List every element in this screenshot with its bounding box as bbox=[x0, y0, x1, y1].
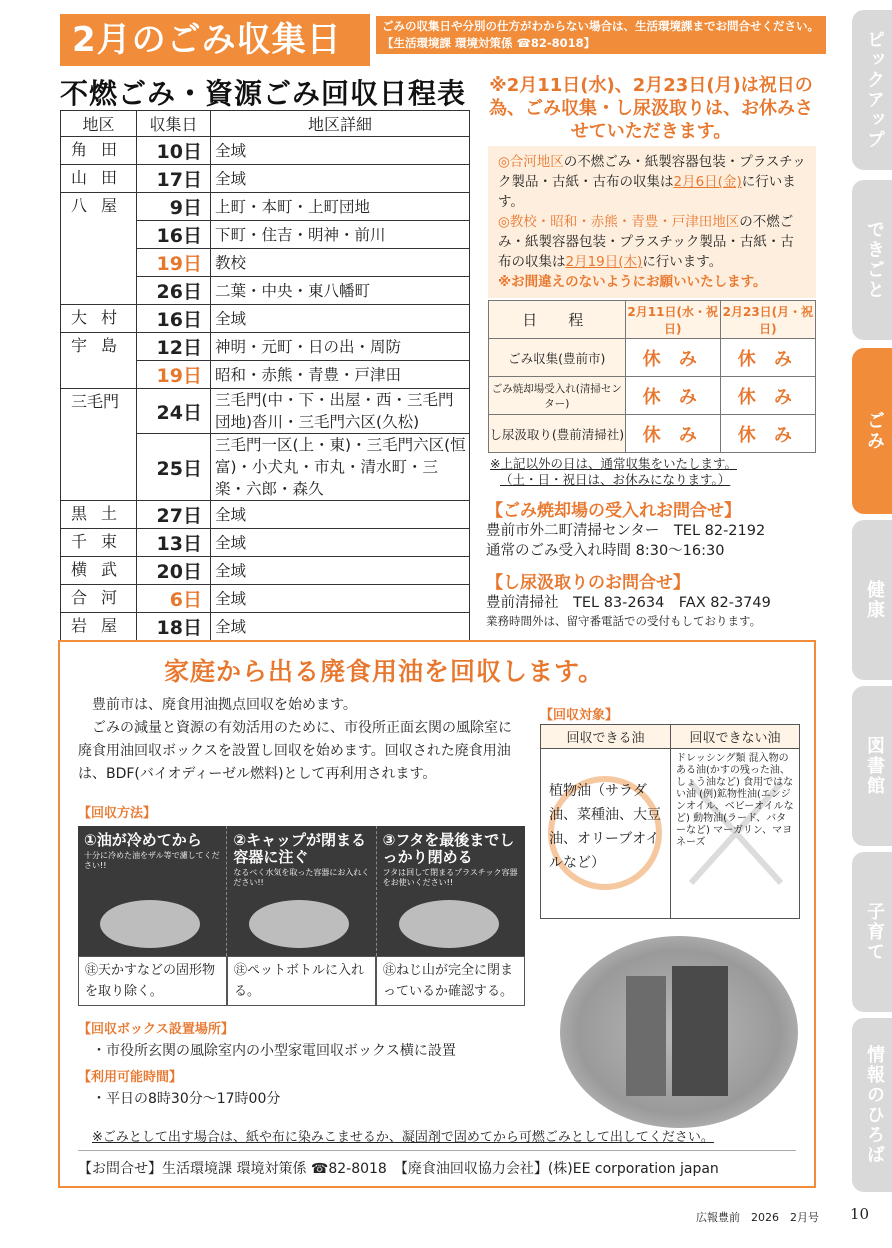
time-text: ・平日の8時30分〜17時00分 bbox=[92, 1091, 281, 1107]
closure-status: 休 み bbox=[720, 339, 815, 377]
ng-oil-header: 回収できない油 bbox=[671, 725, 800, 749]
tab-health[interactable]: 健康 bbox=[852, 520, 892, 680]
detail-cell: 上町・本町・上町団地 bbox=[211, 193, 470, 221]
ok-oil-header: 回収できる油 bbox=[541, 725, 671, 749]
holiday-para-2 bbox=[498, 212, 806, 272]
day-cell: 25日 bbox=[137, 434, 211, 501]
date-highlight: 2月6日(金) bbox=[673, 174, 742, 190]
day-cell: 20日 bbox=[137, 557, 211, 585]
publication-name: 広報豊前 2026 2月号 bbox=[696, 1211, 819, 1224]
oil-title: 家庭から出る廃食用油を回収します。 bbox=[164, 657, 605, 686]
detail-cell: 全域 bbox=[211, 305, 470, 333]
step-sub: 十分に冷めた油をザル等で濾してください!! bbox=[84, 851, 220, 870]
table-row bbox=[61, 137, 470, 165]
para-text: の不燃ごみ・紙製容器包装・プラスチック製品・古紙・古布の収集は bbox=[498, 214, 794, 270]
incinerator-line1: 豊前市外二町清掃センター TEL 82-2192 bbox=[486, 523, 766, 539]
table-row bbox=[61, 165, 470, 193]
detail-cell: 下町・住吉・明神・前川 bbox=[211, 221, 470, 249]
table-row bbox=[61, 193, 470, 221]
incinerator-line2: 通常のごみ受入れ時間 8:30〜16:30 bbox=[486, 543, 725, 559]
area-cell bbox=[61, 221, 137, 249]
day-cell: 10日 bbox=[137, 137, 211, 165]
closure-header-schedule: 日 程 bbox=[489, 301, 626, 339]
sewage-heading: 【し尿汲取りのお問合せ】 bbox=[486, 573, 690, 593]
method-captions bbox=[78, 956, 525, 1006]
header-detail: 地区詳細 bbox=[211, 111, 470, 137]
sewage-line1: 豊前清掃社 TEL 83-2634 FAX 82-3749 bbox=[486, 595, 771, 611]
holiday-para-3: ※お間違えのないようにお願いいたします。 bbox=[498, 274, 767, 290]
target-table bbox=[540, 724, 800, 919]
date-highlight: 2月19日(木) bbox=[565, 254, 643, 270]
closure-label: し尿汲取り(豊前清掃社) bbox=[489, 415, 626, 453]
area-cell: 角田 bbox=[61, 137, 137, 165]
day-cell: 13日 bbox=[137, 529, 211, 557]
schedule-title: 不燃ごみ・資源ごみ回収日程表 bbox=[60, 77, 467, 110]
step-1 bbox=[78, 826, 227, 956]
area-cell: 横武 bbox=[61, 557, 137, 585]
step-2 bbox=[227, 826, 376, 956]
oil-intro bbox=[78, 694, 520, 786]
detail-cell: 教校 bbox=[211, 249, 470, 277]
closure-note bbox=[490, 456, 737, 488]
detail-cell: 全域 bbox=[211, 613, 470, 641]
day-cell: 26日 bbox=[137, 277, 211, 305]
cap-icon bbox=[399, 900, 499, 948]
box-left bbox=[626, 976, 666, 1096]
detail-cell: 神明・元町・日の出・周防 bbox=[211, 333, 470, 361]
area-name: ◎教校・昭和・赤熊・青豊・戸津田地区 bbox=[498, 214, 740, 230]
oil-warning: ※ごみとして出す場合は、紙や布に染みこませるか、凝固剤で固めてから可燃ごみとして出してください。 bbox=[92, 1130, 714, 1145]
area-cell: 宇島 bbox=[61, 333, 137, 361]
area-cell: 大村 bbox=[61, 305, 137, 333]
ok-oil-text: 植物油（サラダ油、菜種油、大豆油、オリーブオイルなど） bbox=[549, 783, 661, 871]
schedule-header-row bbox=[61, 111, 470, 137]
para-text: に行います。 bbox=[498, 174, 796, 210]
method-tag: 【回収方法】 bbox=[78, 806, 157, 821]
tab-pickup[interactable]: ピックアップ bbox=[852, 10, 892, 170]
ng-oil-cell bbox=[671, 749, 800, 919]
closure-status: 休 み bbox=[625, 339, 720, 377]
day-cell: 12日 bbox=[137, 333, 211, 361]
detail-cell: 全域 bbox=[211, 529, 470, 557]
step-title: ①油が冷めてから bbox=[84, 831, 202, 849]
ng-oil-text: ドレッシング類 混入物のある油(かすの残った油、しょう油など) 食用ではない油 (例)鉱物性油(エンジンオイル、ベビーオイルなど) 動物油(ラード、バターなど) マーガリン、マヨネーズ bbox=[676, 753, 794, 848]
closure-note-1: ※上記以外の日は、通常収集をいたします。 bbox=[490, 456, 737, 471]
table-row bbox=[61, 221, 470, 249]
day-cell: 6日 bbox=[137, 585, 211, 613]
table-row bbox=[61, 557, 470, 585]
tab-childcare[interactable]: 子育て bbox=[852, 852, 892, 1012]
para-text: の不燃ごみ・紙製容器包装・プラスチック製品・古紙・古布の収集は bbox=[498, 154, 806, 190]
day-cell: 24日 bbox=[137, 389, 211, 434]
pan-icon bbox=[100, 900, 200, 948]
area-cell: 千束 bbox=[61, 529, 137, 557]
closure-label: ごみ焼却場受入れ(清掃センター) bbox=[489, 377, 626, 415]
closure-header-feb11: 2月11日(水・祝日) bbox=[625, 301, 720, 339]
day-cell: 27日 bbox=[137, 501, 211, 529]
area-cell bbox=[61, 361, 137, 389]
area-name: ◎合河地区 bbox=[498, 154, 564, 170]
day-cell: 9日 bbox=[137, 193, 211, 221]
oil-contact: 【お問合せ】生活環境課 環境対策係 ☎82-8018 【廃食油回収協力会社】(株)EE corporation japan bbox=[78, 1161, 719, 1177]
detail-cell: 全域 bbox=[211, 585, 470, 613]
table-row bbox=[61, 305, 470, 333]
area-cell bbox=[61, 249, 137, 277]
day-cell: 17日 bbox=[137, 165, 211, 193]
closure-note-2: （土・日・祝日は、お休みになります。） bbox=[500, 472, 731, 487]
method-illustration bbox=[78, 826, 525, 956]
page-number: 10 bbox=[850, 1205, 870, 1223]
area-cell: 岩屋 bbox=[61, 613, 137, 641]
area-cell: 山田 bbox=[61, 165, 137, 193]
table-row bbox=[61, 501, 470, 529]
detail-cell: 全域 bbox=[211, 165, 470, 193]
header-note-line1: ごみの収集日や分別の仕方がわからない場合は、生活環境課までお問合せください。 bbox=[382, 19, 819, 33]
place-text: ・市役所玄関の風除室内の小型家電回収ボックス横に設置 bbox=[92, 1043, 456, 1059]
ok-oil-cell bbox=[541, 749, 671, 919]
table-row bbox=[489, 377, 816, 415]
table-row bbox=[489, 415, 816, 453]
box-right bbox=[672, 966, 728, 1096]
area-cell bbox=[61, 277, 137, 305]
day-cell: 19日 bbox=[137, 361, 211, 389]
day-cell: 16日 bbox=[137, 305, 211, 333]
tab-garbage[interactable]: ごみ bbox=[852, 348, 892, 514]
closure-status: 休 み bbox=[625, 377, 720, 415]
tab-info[interactable]: 情報のひろば bbox=[852, 1018, 892, 1192]
header-note-line2: 【生活環境課 環境対策係 ☎82-8018】 bbox=[382, 36, 596, 50]
oil-intro-2: ごみの減量と資源の有効活用のために、市役所正面玄関の風除室に廃食用油回収ボックスを設置し回収を始めます。回収された廃食用油は、BDF(バイオディーゼル燃料)として再利用されます。 bbox=[78, 720, 512, 782]
divider bbox=[78, 1150, 796, 1151]
bottle-icon bbox=[249, 900, 349, 948]
detail-cell: 三毛門一区(上・東)・三毛門六区(恒富)・小犬丸・市丸・清水町・三楽・六郎・森久 bbox=[211, 434, 470, 501]
table-row bbox=[61, 249, 470, 277]
area-cell: 黒土 bbox=[61, 501, 137, 529]
table-row bbox=[61, 434, 470, 501]
table-row bbox=[61, 585, 470, 613]
holiday-para-1 bbox=[498, 152, 806, 212]
step-sub: フタは回して閉まるプラスチック容器をお使いください!! bbox=[382, 868, 518, 887]
closure-status: 休 み bbox=[720, 377, 815, 415]
caption-1: ㊟天かすなどの固形物を取り除く。 bbox=[78, 956, 227, 1006]
step-3 bbox=[377, 826, 525, 956]
closure-header-row bbox=[489, 301, 816, 339]
page-title: 2月のごみ収集日 bbox=[60, 14, 370, 66]
table-row bbox=[61, 333, 470, 361]
table-row bbox=[61, 277, 470, 305]
closure-table bbox=[488, 300, 816, 453]
table-row bbox=[61, 613, 470, 641]
target-tag: 【回収対象】 bbox=[540, 708, 619, 723]
table-row bbox=[489, 339, 816, 377]
detail-cell: 昭和・赤熊・青豊・戸津田 bbox=[211, 361, 470, 389]
closure-status: 休 み bbox=[625, 415, 720, 453]
caption-3: ㊟ねじ山が完全に閉まっているか確認する。 bbox=[376, 956, 525, 1006]
closure-label: ごみ収集(豊前市) bbox=[489, 339, 626, 377]
closure-status: 休 み bbox=[720, 415, 815, 453]
table-row bbox=[61, 361, 470, 389]
area-cell bbox=[61, 434, 137, 501]
day-cell: 18日 bbox=[137, 613, 211, 641]
time-tag: 【利用可能時間】 bbox=[78, 1070, 183, 1085]
step-title: ②キャップが閉まる容器に注ぐ bbox=[233, 831, 367, 866]
table-row bbox=[61, 389, 470, 434]
detail-cell: 全域 bbox=[211, 557, 470, 585]
table-row bbox=[61, 529, 470, 557]
closure-header-feb23: 2月23日(月・祝日) bbox=[720, 301, 815, 339]
caption-2: ㊟ペットボトルに入れる。 bbox=[227, 956, 376, 1006]
header-note bbox=[376, 16, 826, 54]
area-cell: 八屋 bbox=[61, 193, 137, 221]
day-cell: 16日 bbox=[137, 221, 211, 249]
detail-cell: 全域 bbox=[211, 137, 470, 165]
day-cell: 19日 bbox=[137, 249, 211, 277]
holiday-detail bbox=[488, 146, 816, 298]
area-cell: 合河 bbox=[61, 585, 137, 613]
tab-library[interactable]: 図書館 bbox=[852, 686, 892, 846]
incinerator-heading: 【ごみ焼却場の受入れお問合せ】 bbox=[486, 501, 741, 521]
step-sub: なるべく水気を取った容器にお入れください!! bbox=[233, 868, 370, 887]
schedule-table bbox=[60, 110, 470, 641]
sewage-contact bbox=[486, 568, 816, 629]
header-day: 収集日 bbox=[137, 111, 211, 137]
sewage-line2: 業務時間外は、留守番電話での受付もしております。 bbox=[486, 614, 762, 628]
para-text: に行います。 bbox=[642, 254, 723, 270]
step-title: ③フタを最後までしっかり閉める bbox=[382, 831, 515, 866]
area-cell: 三毛門 bbox=[61, 389, 137, 434]
place-tag: 【回収ボックス設置場所】 bbox=[78, 1022, 234, 1037]
detail-cell: 全域 bbox=[211, 501, 470, 529]
oil-intro-1: 豊前市は、廃食用油拠点回収を始めます。 bbox=[92, 697, 357, 713]
collection-box-photo bbox=[560, 936, 798, 1128]
holiday-notice: ※2月11日(水)、2月23日(月)は祝日の為、ごみ収集・し尿汲取りは、お休みさせていただきます。 bbox=[489, 75, 813, 142]
header-area: 地区 bbox=[61, 111, 137, 137]
tab-events[interactable]: できごと bbox=[852, 180, 892, 340]
detail-cell: 三毛門(中・下・出屋・西・三毛門団地)沓川・三毛門六区(久松) bbox=[211, 389, 470, 434]
detail-cell: 二葉・中央・東八幡町 bbox=[211, 277, 470, 305]
incinerator-contact bbox=[486, 496, 816, 561]
